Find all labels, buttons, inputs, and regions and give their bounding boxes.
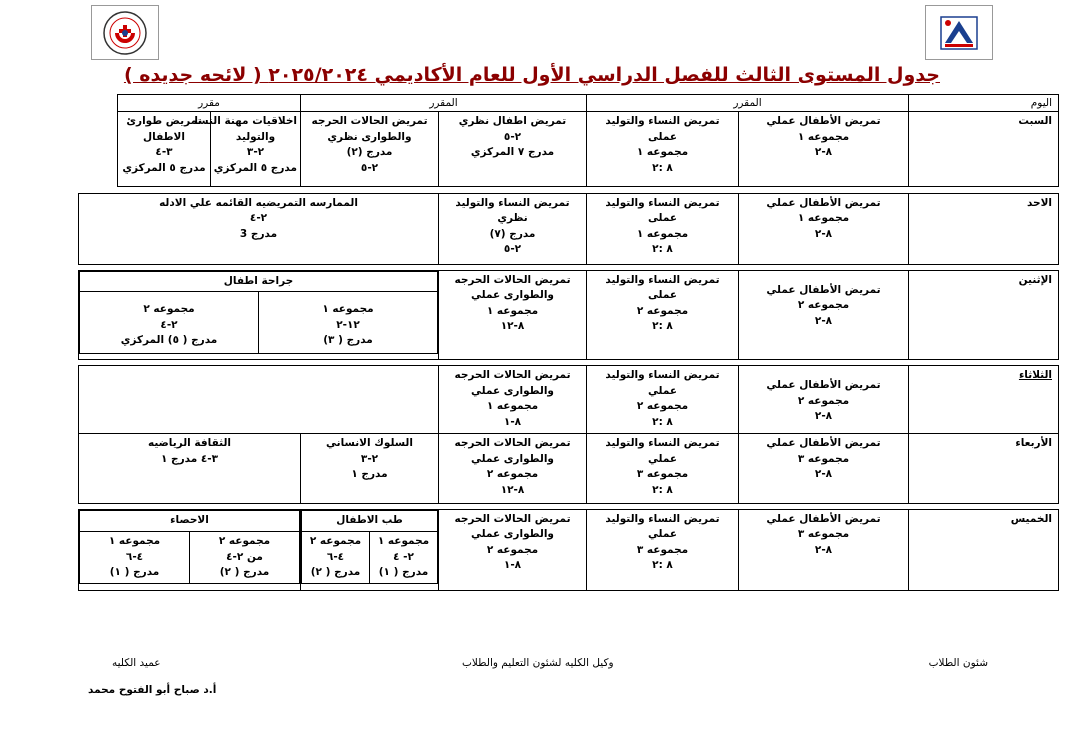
university-emblem-icon <box>929 9 989 57</box>
statistics-group-2: مجموعه ٢ من ٢-٤ مدرج ( ٢) <box>190 532 300 584</box>
table-header-row <box>79 95 1059 112</box>
header-course-3: مقرر <box>118 95 301 112</box>
header-course-1: المقرر <box>587 95 909 112</box>
sat-critical-care-theory: تمريض الحالات الحرجه والطوارى نظري مدرج (٢) ٢-٥ <box>301 112 439 187</box>
wed-peds-practical: تمريض الأطفال عملي مجموعه ٣ ٨-٢ <box>739 434 909 503</box>
day-monday: الإثنين <box>909 270 1059 359</box>
nursing-seal-icon <box>95 9 155 57</box>
tue-obgyn-practical: تمريض النساء والتوليد عملي مجموعه ٢ ٨ :٢ <box>587 366 739 434</box>
sun-obgyn-practical: تمريض النساء والتوليد عملى مجموعه ١ ٨ :٢ <box>587 193 739 264</box>
pediatrics-group-2: مجموعه ٢ ٤-٦ مدرج ( ٢) <box>302 532 370 584</box>
thu-statistics <box>79 509 301 590</box>
footer-vice-dean: وكيل الكليه لشئون التعليم والطلاب <box>462 657 614 669</box>
thu-obgyn-practical: تمريض النساء والتوليد عملي مجموعه ٣ ٨ :٢ <box>587 509 739 590</box>
footer-student-affairs: شئون الطلاب <box>928 657 988 669</box>
mon-obgyn-practical: تمريض النساء والتوليد عملى مجموعه ٢ ٨ :٢ <box>587 270 739 359</box>
wed-obgyn-practical: تمريض النساء والتوليد عملي مجموعه ٣ ٨ :٢ <box>587 434 739 503</box>
table-row-thursday <box>79 509 1059 590</box>
university-logo-right <box>925 5 993 60</box>
footer-dean: عميد الكليه <box>112 657 161 669</box>
pediatrics-group-1: مجموعه ١ ٢- ٤ مدرج ( ١) <box>370 532 438 584</box>
table-row-tuesday <box>79 366 1059 434</box>
sun-obgyn-theory: تمريض النساء والتوليد نظري مدرج (٧) ٢-٥ <box>439 193 587 264</box>
table-row-monday <box>79 270 1059 359</box>
header-day: اليوم <box>909 95 1059 112</box>
day-wednesday: الأربعاء <box>909 434 1059 503</box>
table-row-sunday <box>79 193 1059 264</box>
tue-critical-care-practical: تمريض الحالات الحرجه والطوارى عملي مجموعه ١ ٨-١ <box>439 366 587 434</box>
day-thursday: الخميس <box>909 509 1059 590</box>
day-tuesday: الثلاثاء <box>909 366 1059 434</box>
day-sunday: الاحد <box>909 193 1059 264</box>
mon-peds-practical: تمريض الأطفال عملي مجموعه ٢ ٨-٢ <box>739 270 909 359</box>
pediatrics-title: طب الاطفال <box>302 510 438 532</box>
thu-pediatrics <box>301 509 439 590</box>
table-row-wednesday <box>79 434 1059 503</box>
table-row-saturday <box>79 112 1059 187</box>
wed-critical-care-practical: تمريض الحالات الحرجه والطوارى عملي مجموعه ٢ ٨-١٢ <box>439 434 587 503</box>
statistics-title: الاحصاء <box>80 510 300 532</box>
sat-peds-theory: تمريض اطفال نظري ٢-٥ مدرج ٧ المركزي <box>439 112 587 187</box>
sun-evidence-based-practice: الممارسه التمريضيه القائمه علي الادله ٢-٤ مدرج 3 <box>79 193 439 264</box>
tue-empty-cell <box>79 366 439 434</box>
mon-pediatric-surgery <box>79 270 439 359</box>
header-course-2: المقرر <box>301 95 587 112</box>
sat-peds-practical: تمريض الأطفال عملي مجموعه ١ ٨-٢ <box>739 112 909 187</box>
day-saturday: السبت <box>909 112 1059 187</box>
sat-peds-emergency: تمريض طوارئ الاطفال ٣-٤ مدرج ٥ المركزي <box>118 112 211 187</box>
wed-sports-culture: الثقافة الرياضيه ٣-٤ مدرج ١ <box>79 434 301 503</box>
tue-peds-practical: تمريض الأطفال عملي مجموعه ٢ ٨-٢ <box>739 366 909 434</box>
mon-critical-care-practical: تمريض الحالات الحرجه والطوارى عملي مجموعه ١ ٨-١٢ <box>439 270 587 359</box>
sat-ethics: اخلاقيات مهنة النسا والتوليد ٢-٣ مدرج ٥ المركزي <box>211 112 301 187</box>
footer-dean-name: أ.د صباح أبو الفتوح محمد <box>88 684 217 696</box>
pediatric-surgery-title: جراحة اطفال <box>80 271 438 292</box>
statistics-group-1: مجموعه ١ ٤-٦ مدرج ( ١) <box>80 532 190 584</box>
thu-critical-care-practical: تمريض الحالات الحرجه والطوارى عملي مجموعه ٢ ٨-١ <box>439 509 587 590</box>
sun-peds-practical: تمريض الأطفال عملي مجموعه ١ ٨-٢ <box>739 193 909 264</box>
thu-peds-practical: تمريض الأطفال عملي مجموعه ٣ ٨-٢ <box>739 509 909 590</box>
schedule-table <box>78 94 1059 591</box>
sat-obgyn-practical: تمريض النساء والتوليد عملى مجموعه ١ ٨ :٢ <box>587 112 739 187</box>
faculty-logo-left <box>91 5 159 60</box>
surgery-group-1: مجموعه ١ ١٢-٢ مدرج ( ٣) <box>259 292 438 354</box>
surgery-group-2: مجموعه ٢ ٢-٤ مدرج ( ٥) المركزي <box>80 292 259 354</box>
page-title: جدول المستوى الثالث للفصل الدراسي الأول للعام الأكاديمي ٢٠٢٥/٢٠٢٤ ( لائحه جديده ) <box>123 64 940 86</box>
wed-human-behavior: السلوك الانساني ٢-٣ مدرج ١ <box>301 434 439 503</box>
